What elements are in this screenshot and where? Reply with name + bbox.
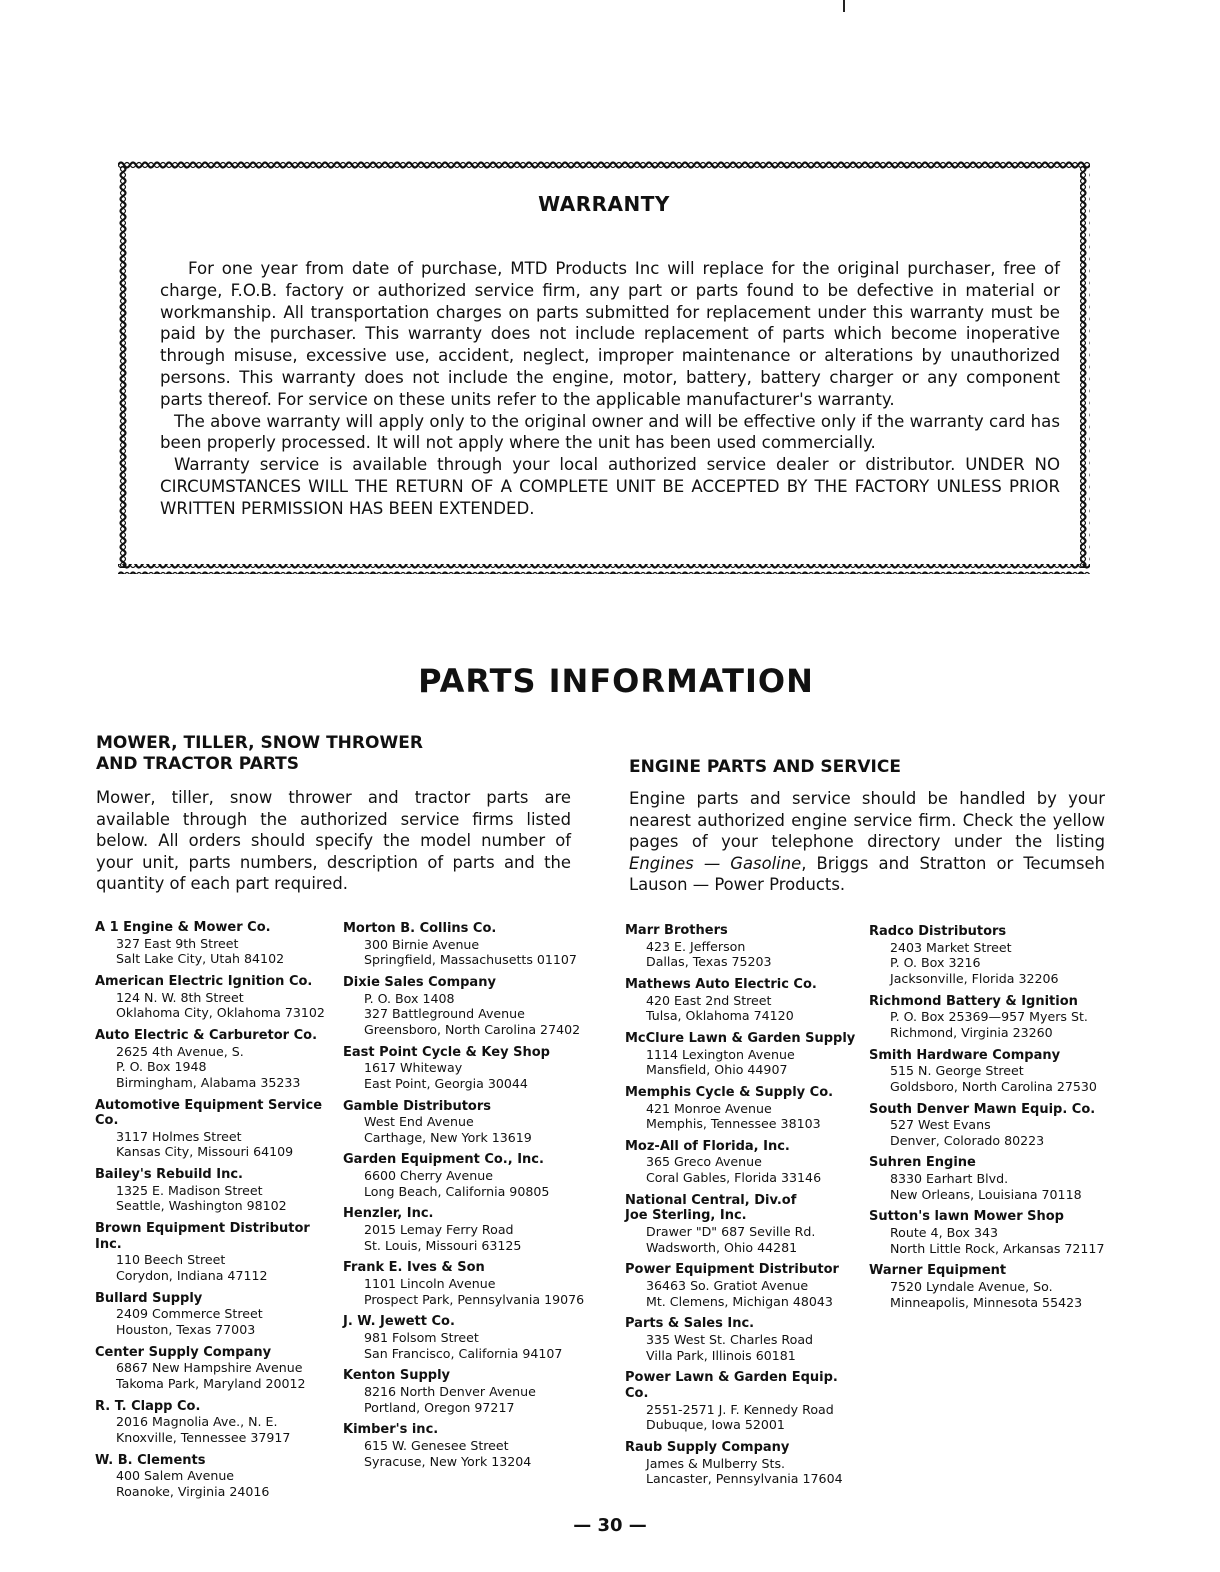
dealer-name: Garden Equipment Co., Inc. [343,1152,544,1168]
dealer-entry [869,1155,1109,1202]
dealer-name: Morton B. Collins Co. [343,921,497,936]
dealer-entry [343,1152,603,1199]
dealer-address-line: 335 West St. Charles Road [646,1331,814,1347]
dealer-address-line: Villa Park, Illinois 60181 [646,1347,796,1363]
dealer-address-line: Richmond, Virginia 23260 [890,1024,1053,1040]
left-section-heading [96,733,423,775]
dealer-address-line: P. O. Box 1948 [116,1059,207,1075]
dealer-entry [343,975,603,1037]
dealer-name: R. T. Clapp Co. [95,1398,201,1414]
dealer-entry [343,1206,603,1253]
dealer-name: Gamble Distributors [343,1098,492,1114]
dealer-address-line: 2016 Magnolia Ave., N. E. [116,1414,278,1430]
dealer-entry [95,1098,340,1160]
dealer-address-line: Mt. Clemens, Michigan 48043 [646,1293,833,1309]
parts-information-title: PARTS INFORMATION [418,662,814,700]
dealer-name: Warner Equipment [869,1263,1007,1279]
dealer-entry [625,1031,865,1078]
dealer-column-3 [625,923,865,1494]
dealer-name: Smith Hardware Company [869,1047,1061,1063]
dealer-name: Center Supply Company [95,1344,272,1360]
dealer-address-line: 2403 Market Street [890,939,1012,955]
dealer-address-line: 423 E. Jefferson [646,938,746,954]
dealer-entry [95,1399,340,1446]
dealer-address-line: 124 N. W. 8th Street [116,989,244,1005]
right-text-italic: Engines — Gasoline [629,853,802,873]
dealer-address-line: 515 N. George Street [890,1063,1024,1079]
dealer-address-line: Memphis, Tennessee 38103 [646,1116,821,1132]
dealer-name: Dixie Sales Company [343,974,496,990]
dealer-name: American Electric Ignition Co. [95,973,313,989]
dealer-address-line: 6600 Cherry Avenue [364,1168,493,1184]
dealer-entry [625,923,865,970]
dealer-column-4 [869,924,1109,1317]
dealer-address-line: 327 Battleground Avenue [364,1006,525,1022]
dealer-entry [625,977,865,1024]
dealer-entry [343,1422,603,1469]
dealer-address-line: 8216 North Denver Avenue [364,1383,536,1399]
dealer-address-line: Takoma Park, Maryland 20012 [116,1375,306,1391]
dealer-name: South Denver Mawn Equip. Co. [869,1101,1096,1117]
dealer-name: Frank E. Ives & Son [343,1260,485,1276]
dealer-entry [869,1048,1109,1095]
dealer-address-line: 420 East 2nd Street [646,992,772,1008]
dealer-address-line: James & Mulberry Sts. [646,1455,786,1471]
dealer-name: East Point Cycle & Key Shop [343,1044,550,1060]
dealer-entry [95,1345,340,1392]
dealer-address-line: Mansfield, Ohio 44907 [646,1062,788,1078]
dealer-name: Power Equipment Distributor [625,1262,839,1278]
warranty-text [160,258,1060,520]
dealer-address-line: Long Beach, California 90805 [364,1183,550,1199]
dealer-name: Sutton's lawn Mower Shop [869,1209,1064,1225]
dealer-address-line: 1325 E. Madison Street [116,1182,263,1198]
dealer-address-line: 3117 Holmes Street [116,1128,242,1144]
dealer-address-line: 527 West Evans [890,1117,991,1133]
dealer-entry [869,1209,1109,1256]
dealer-entry [625,1440,865,1487]
dealer-entry [95,1453,340,1500]
dealer-address-line: P. O. Box 3216 [890,955,981,971]
dealer-address-line: Drawer "D" 687 Seville Rd. [646,1224,816,1240]
dealer-address-line: East Point, Georgia 30044 [364,1075,528,1091]
dealer-entry [95,1028,340,1090]
dealer-name: A 1 Engine & Mower Co. [95,920,271,935]
dealer-entry [625,1262,865,1309]
dealer-address-line: Denver, Colorado 80223 [890,1132,1045,1148]
dealer-address-line: New Orleans, Louisiana 70118 [890,1186,1082,1202]
dealer-address-line: 327 East 9th Street [116,935,239,951]
dealer-address-line: 300 Birnie Avenue [364,936,480,952]
dealer-address-line: Portland, Oregon 97217 [364,1399,515,1415]
dealer-name: Brown Equipment Distributor Inc. [95,1221,310,1252]
dealer-address-line: Oklahoma City, Oklahoma 73102 [116,1005,325,1021]
dealer-address-line: 1101 Lincoln Avenue [364,1276,496,1291]
dealer-entry [95,1221,340,1283]
warranty-box [118,160,1090,574]
dealer-column-1 [95,920,340,1506]
warranty-paragraph: Warranty service is available through your local authorized service dealer or distributor. UNDER NO CIRCUMSTANCES WILL THE RETURN OF A COMPLETE UNIT BE ACCEPTED BY THE FACTORY UNLESS PRIOR WRITTEN PERMISSION HAS BEEN EXTENDED. [160,455,1060,518]
dealer-name: National Central, Div.of [625,1192,797,1208]
dealer-address-line: West End Avenue [364,1114,474,1130]
dealer-name: Raub Supply Company [625,1439,790,1455]
dealer-name: Joe Sterling, Inc. [625,1208,747,1224]
left-heading-line: MOWER, TILLER, SNOW THROWER [96,733,423,753]
dealer-address-line: 981 Folsom Street [364,1329,479,1345]
dealer-entry [625,1316,865,1363]
dealer-entry [625,1370,865,1432]
dealer-name: McClure Lawn & Garden Supply [625,1030,856,1046]
dealer-entry [625,1085,865,1132]
dealer-name: Henzler, Inc. [343,1206,434,1222]
dealer-address-line: 7520 Lyndale Avenue, So. [890,1279,1053,1294]
dealer-entry [343,1099,603,1146]
dealer-address-line: Syracuse, New York 13204 [364,1453,532,1469]
dealer-address-line: Carthage, New York 13619 [364,1129,532,1145]
dealer-address-line: North Little Rock, Arkansas 72117 [890,1240,1105,1256]
dealer-name: Richmond Battery & Ignition [869,993,1078,1009]
left-heading-line: AND TRACTOR PARTS [96,754,300,774]
dealer-address-line: Lancaster, Pennsylvania 17604 [646,1471,843,1487]
dealer-entry [869,1263,1109,1310]
dealer-address-line: P. O. Box 25369—957 Myers St. [890,1009,1088,1025]
dealer-address-line: Springfield, Massachusetts 01107 [364,952,577,968]
dealer-column-2 [343,921,603,1476]
dealer-address-line: Roanoke, Virginia 24016 [116,1483,270,1499]
dealer-address-line: Dallas, Texas 75203 [646,954,772,970]
dealer-address-line: 365 Greco Avenue [646,1154,762,1170]
dealer-name: Suhren Engine [869,1155,976,1171]
dealer-entry [343,1314,603,1361]
dealer-address-line: 2409 Commerce Street [116,1306,263,1322]
right-section-text [629,788,1105,896]
dealer-address-line: 2625 4th Avenue, S. [116,1043,244,1059]
dealer-name: Bailey's Rebuild Inc. [95,1167,243,1183]
dealer-entry [95,1291,340,1338]
dealer-address-line: 2551-2571 J. F. Kennedy Road [646,1401,834,1417]
dealer-address-line: 1114 Lexington Avenue [646,1046,795,1062]
dealer-address-line: 615 W. Genesee Street [364,1437,509,1453]
warranty-title: WARRANTY [538,192,670,216]
dealer-address-line: Knoxville, Tennessee 37917 [116,1429,291,1445]
dealer-address-line: San Francisco, California 94107 [364,1345,563,1361]
dealer-address-line: 400 Salem Avenue [116,1468,235,1484]
dealer-name: Auto Electric & Carburetor Co. [95,1027,318,1043]
dealer-name: Memphis Cycle & Supply Co. [625,1084,834,1100]
dealer-name: Power Lawn & Garden Equip. Co. [625,1370,838,1401]
right-text-part: , Briggs and Stratton or Tecumseh Lauson — Power Products. [629,853,1106,895]
dealer-address-line: Salt Lake City, Utah 84102 [116,951,285,967]
dealer-address-line: Wadsworth, Ohio 44281 [646,1239,798,1255]
right-text-part: Engine parts and service should be handled by your nearest authorized engine service firm. Check the yellow pages of your telephone directory under the listing [629,789,1105,852]
dealer-name: Mathews Auto Electric Co. [625,976,817,992]
dealer-entry [343,1045,603,1092]
dealer-address-line: 2015 Lemay Ferry Road [364,1222,514,1238]
dealer-address-line: St. Louis, Missouri 63125 [364,1237,522,1253]
warranty-paragraph: For one year from date of purchase, MTD Products Inc will replace for the original purchaser, free of charge, F.O.B. factory or authorized service firm, any part or parts found to be defective in material or workmanship. All transportation charges on parts submitted for replacement under this warranty must be paid by the purchaser. This warranty does not include replacement of parts which become inoperative through misuse, excessive use, accident, neglect, improper maintenance or alterations by unauthorized persons. This warranty does not include the engine, motor, battery, battery charger or any component parts thereof. For service on these units refer to the applicable manufacturer's warranty. [160,259,1060,409]
dealer-entry [625,1139,865,1186]
dealer-name: Parts & Sales Inc. [625,1316,755,1332]
dealer-address-line: Seattle, Washington 98102 [116,1198,287,1214]
dealer-address-line: Birmingham, Alabama 35233 [116,1074,301,1090]
dealer-address-line: Dubuque, Iowa 52001 [646,1417,785,1433]
dealer-name: Kenton Supply [343,1368,451,1384]
dealer-entry [343,1368,603,1415]
dealer-address-line: Houston, Texas 77003 [116,1321,256,1337]
dealer-address-line: Route 4, Box 343 [890,1225,999,1241]
dealer-name: J. W. Jewett Co. [343,1314,455,1330]
dealer-address-line: Tulsa, Oklahoma 74120 [646,1008,794,1024]
warranty-paragraph: The above warranty will apply only to the original owner and will be effective only if the warranty card has been properly processed. It will not apply where the unit has been used commercially. [160,411,1060,453]
dealer-address-line: Jacksonville, Florida 32206 [890,970,1059,986]
dealer-address-line: Minneapolis, Minnesota 55423 [890,1294,1083,1310]
dealer-name: Kimber's inc. [343,1422,439,1438]
dealer-address-line: 1617 Whiteway [364,1060,463,1076]
dealer-address-line: 421 Monroe Avenue [646,1100,772,1116]
dealer-address-line: P. O. Box 1408 [364,990,455,1006]
dealer-address-line: Goldsboro, North Carolina 27530 [890,1078,1097,1094]
dealer-address-line: Kansas City, Missouri 64109 [116,1144,294,1160]
dealer-address-line: 36463 So. Gratiot Avenue [646,1278,809,1293]
dealer-entry [95,974,340,1021]
dealer-entry [95,1167,340,1214]
dealer-entry [95,920,340,967]
dealer-name: Moz-All of Florida, Inc. [625,1138,790,1154]
dealer-address-line: Coral Gables, Florida 33146 [646,1170,822,1186]
dealer-name: Marr Brothers [625,923,728,938]
dealer-entry [869,994,1109,1041]
dealer-address-line: 6867 New Hampshire Avenue [116,1360,303,1376]
dealer-name: Radco Distributors [869,924,1007,939]
dealer-address-line: 110 Beech Street [116,1252,226,1268]
dealer-address-line: Prospect Park, Pennsylvania 19076 [364,1291,585,1307]
dealer-entry [625,1193,865,1255]
dealer-entry [343,921,603,968]
dealer-address-line: Corydon, Indiana 47112 [116,1267,268,1283]
dealer-entry [869,924,1109,986]
dealer-address-line: Greensboro, North Carolina 27402 [364,1021,581,1037]
page-number: — 30 — [573,1515,647,1536]
dealer-name: Automotive Equipment Service Co. [95,1097,323,1129]
dealer-entry [343,1260,603,1307]
dealer-name: Bullard Supply [95,1290,203,1306]
right-section-heading: ENGINE PARTS AND SERVICE [629,757,901,777]
scan-mark [843,0,845,12]
left-section-text: Mower, tiller, snow thrower and tractor parts are available through the authorized service firms listed below. All orders should specify the model number of your unit, parts numbers, description of parts and the quantity of each part required. [96,788,571,894]
dealer-entry [869,1102,1109,1149]
dealer-address-line: 8330 Earhart Blvd. [890,1171,1009,1187]
dealer-name: W. B. Clements [95,1452,206,1468]
